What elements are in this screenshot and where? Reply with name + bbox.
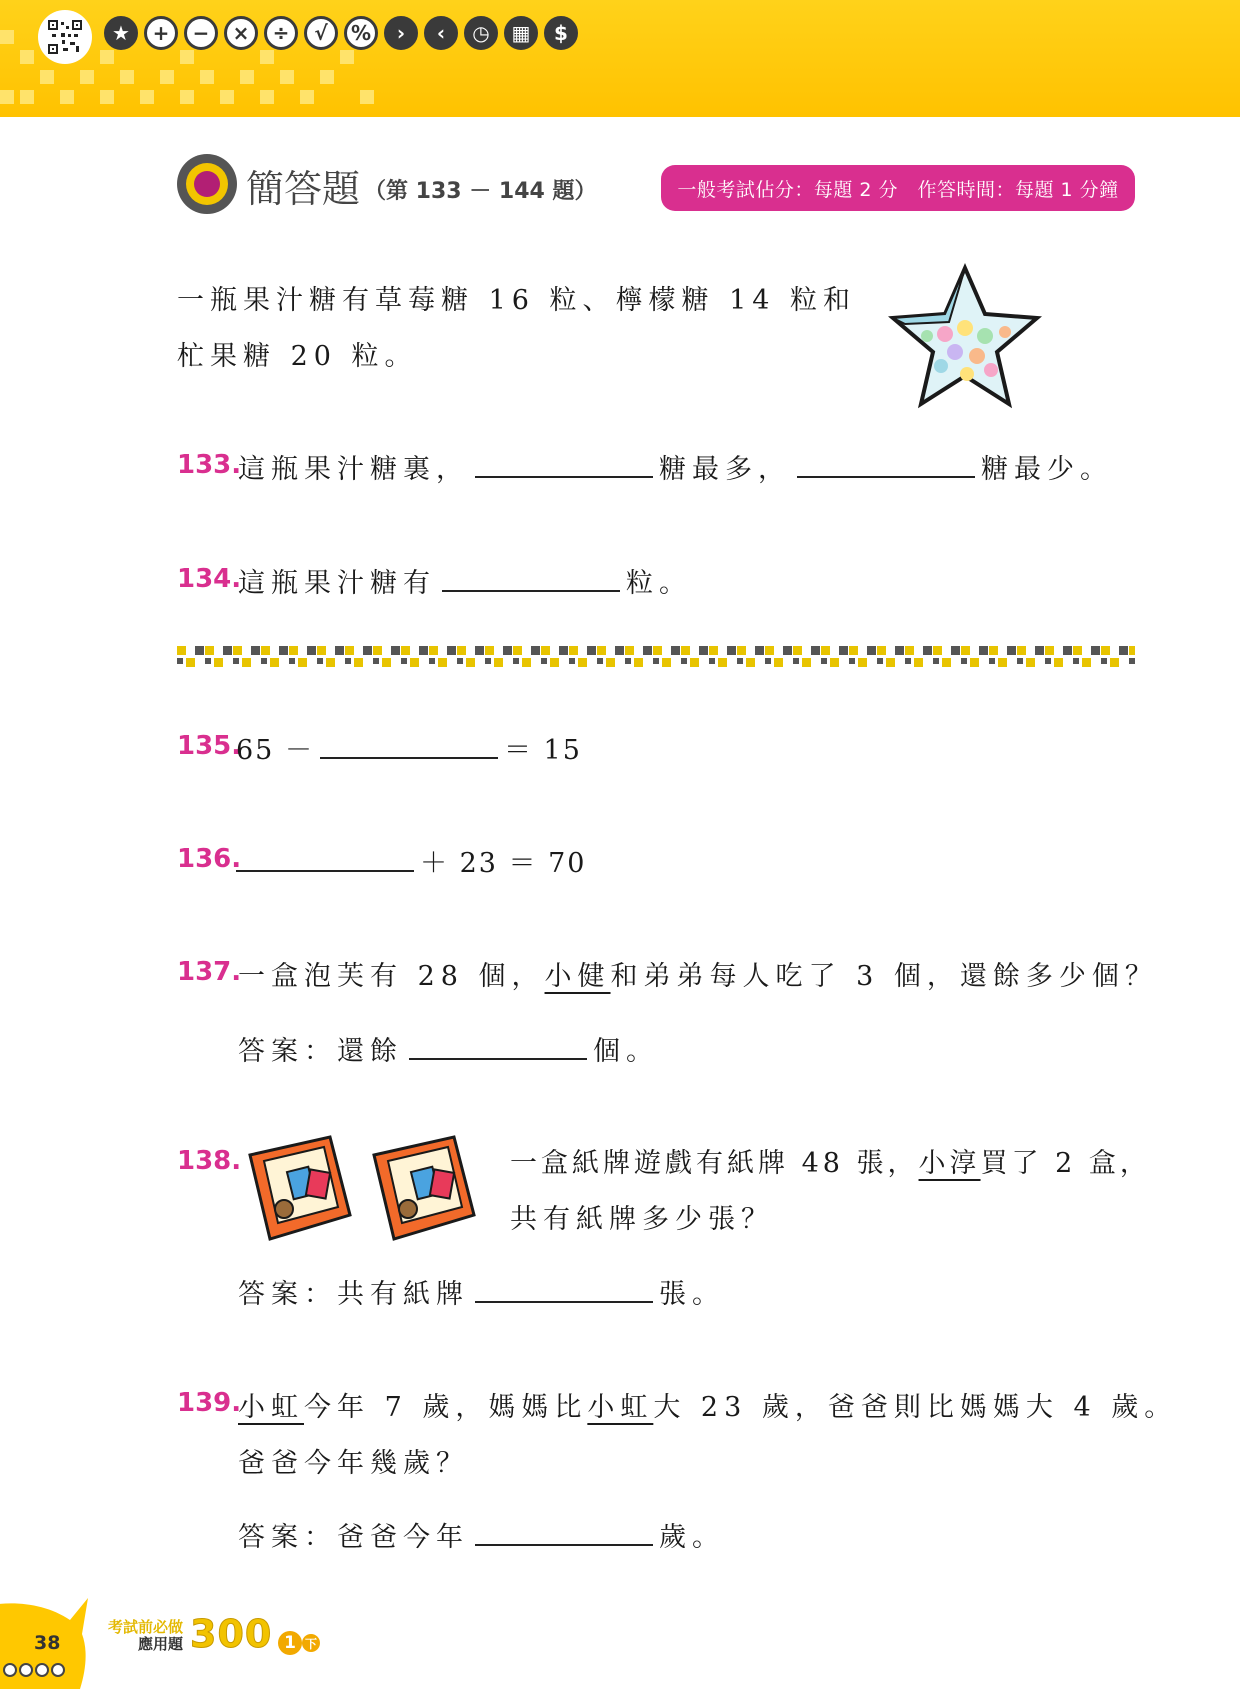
q133-blank-least[interactable] [797, 450, 975, 478]
q134-text-a: 這瓶果汁糖有 [238, 568, 436, 599]
q135-text-b: ＝ 15 [503, 735, 582, 766]
question-number-137: 137. [177, 957, 242, 987]
question-138-line-2: 共有紙牌多少張？ [510, 1204, 774, 1235]
section-badge-icon [177, 154, 237, 214]
question-139-line-1 [238, 1385, 1177, 1424]
question-134 [238, 561, 692, 600]
q137-answer-b: 個。 [593, 1036, 659, 1067]
star-icon: ★ [104, 16, 138, 50]
score-info-badge: 一般考試佔分：每題 2 分 作答時間：每題 1 分鐘 [661, 165, 1135, 211]
minus-icon: − [184, 16, 218, 50]
q139-answer-a: 答案：爸爸今年 [238, 1522, 469, 1553]
percent-icon: % [344, 16, 378, 50]
q135-text-a: 65 － [236, 735, 314, 766]
answer-139 [238, 1515, 725, 1554]
intro-line-2: 杧果糖 20 粒。 [177, 341, 418, 372]
question-133 [238, 447, 1113, 486]
section-range: （第 133 － 144 題） [364, 179, 597, 204]
question-number-135: 135. [177, 731, 242, 761]
q133-text-b: 糖最多， [659, 454, 791, 485]
answer-138 [238, 1272, 725, 1311]
page-number: 38 [34, 1632, 61, 1654]
candy-jar-illustration [885, 262, 1045, 412]
top-banner [0, 0, 1240, 117]
card-boxes-illustration [244, 1133, 496, 1245]
q139-text-b: 大 23 歲，爸爸則比媽媽大 4 歲。 [653, 1392, 1178, 1423]
q137-answer-a: 答案：還餘 [238, 1036, 403, 1067]
brand-line-1: 考試前必做 [108, 1618, 184, 1636]
q137-name: 小健 [544, 961, 611, 992]
q139-name-1: 小虹 [238, 1392, 304, 1423]
question-139-line-2: 爸爸今年幾歲？ [238, 1448, 469, 1479]
q138-text-a: 一盒紙牌遊戲有紙牌 48 張， [510, 1148, 919, 1179]
question-137 [238, 954, 1158, 993]
q138-blank[interactable] [475, 1275, 653, 1303]
less-than-icon: ‹ [424, 16, 458, 50]
plus-icon: + [144, 16, 178, 50]
q138-text-b: 買了 2 盒， [980, 1148, 1151, 1179]
sqrt-icon: √ [304, 16, 338, 50]
answer-137 [238, 1029, 659, 1068]
times-icon: × [224, 16, 258, 50]
q133-blank-most[interactable] [475, 450, 653, 478]
pixel-divider [177, 646, 1135, 670]
card-box-2 [374, 1137, 474, 1239]
q133-text-c: 糖最少。 [981, 454, 1113, 485]
qr-code-graphic [48, 20, 82, 54]
q138-answer-a: 答案：共有紙牌 [238, 1279, 469, 1310]
q134-text-b: 粒。 [626, 568, 692, 599]
question-135 [236, 728, 582, 767]
question-number-136: 136. [177, 844, 242, 874]
dollar-icon: $ [544, 16, 578, 50]
clock-icon: ◷ [464, 16, 498, 50]
q137-blank[interactable] [409, 1032, 587, 1060]
intro-line-1: 一瓶果汁糖有草莓糖 16 粒、檸檬糖 14 粒和 [177, 285, 857, 316]
question-number-139: 139. [177, 1388, 242, 1418]
q134-blank[interactable] [442, 564, 620, 592]
question-136 [230, 841, 586, 880]
q135-blank[interactable] [320, 731, 498, 759]
q136-blank[interactable] [236, 844, 414, 872]
greater-than-icon: › [384, 16, 418, 50]
question-138-line-1 [510, 1141, 1151, 1180]
question-number-138: 138. [177, 1146, 242, 1176]
q137-text-b: 和弟弟每人吃了 3 個，還餘多少個？ [610, 961, 1158, 992]
divide-icon: ÷ [264, 16, 298, 50]
q136-text-b: ＋ 23 ＝ 70 [420, 848, 587, 879]
q139-name-2: 小虹 [587, 1392, 654, 1423]
brand-line-2: 應用題 [138, 1635, 184, 1653]
qr-code-icon[interactable] [38, 10, 92, 64]
question-number-133: 133. [177, 450, 242, 480]
q139-answer-b: 歲。 [659, 1522, 725, 1553]
volume-sub-badge: 下 [302, 1634, 320, 1652]
q139-text-a: 今年 7 歲，媽媽比 [304, 1392, 588, 1423]
question-number-134: 134. [177, 564, 242, 594]
calculator-icon: ▦ [504, 16, 538, 50]
q138-name: 小淳 [918, 1148, 981, 1179]
math-icon-row [104, 16, 578, 50]
brand-number: 300 [190, 1612, 273, 1656]
brand-label [108, 1619, 183, 1653]
q137-text-a: 一盒泡芙有 28 個， [238, 961, 545, 992]
section-title: 簡答題 [246, 167, 361, 211]
q139-blank[interactable] [475, 1518, 653, 1546]
card-box-1 [250, 1137, 350, 1239]
q138-answer-b: 張。 [659, 1279, 725, 1310]
q133-text-a: 這瓶果汁糖裏， [238, 454, 469, 485]
volume-badge: 1 [278, 1631, 302, 1655]
